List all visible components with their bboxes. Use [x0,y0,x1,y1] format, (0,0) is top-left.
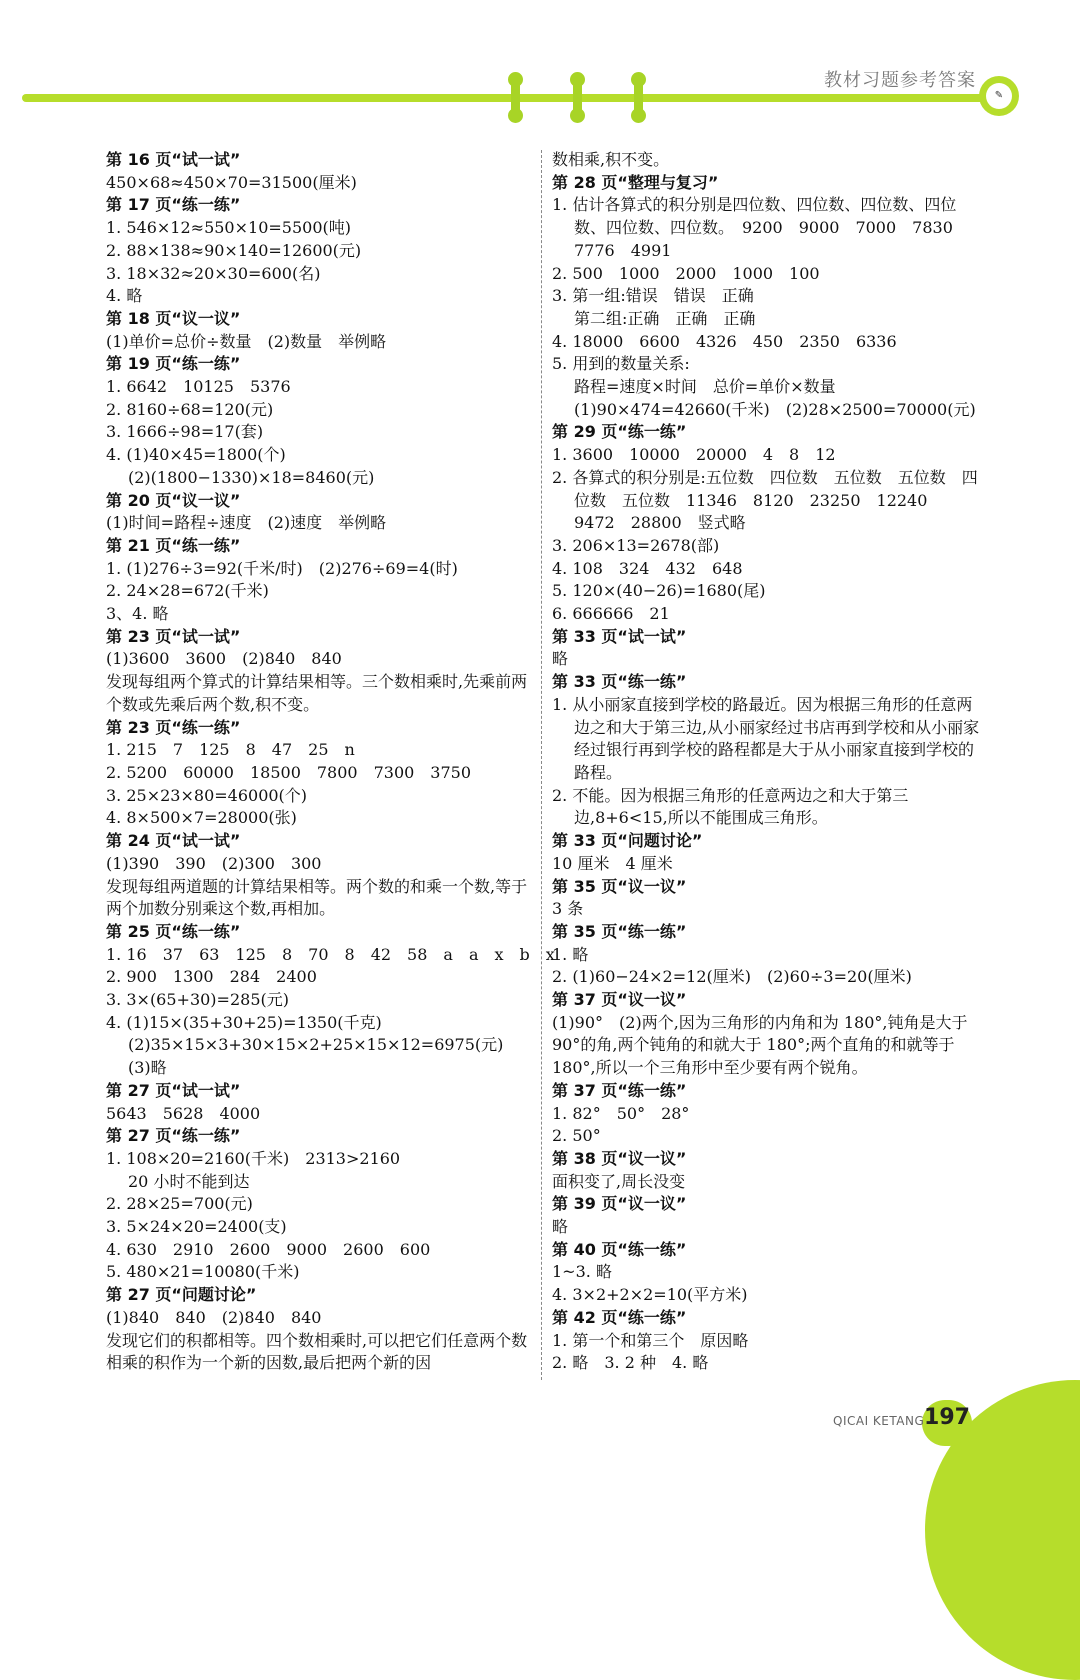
answer-subline: (2)35×15×3+30×15×2+25×15×12=6975(元) [128,1035,504,1055]
column-divider [541,150,542,1380]
answer-line: 5643 5628 4000 [106,1103,261,1123]
binder-knob [570,72,585,87]
section-heading: 第 39 页“议一议” [552,1194,687,1214]
answer-line: 2. 28×25=700(元) [106,1194,253,1214]
page-number: 197 [924,1405,970,1430]
section-heading: 第 21 页“练一练” [106,535,241,555]
answer-line: 3. 25×23×80=46000(个) [106,785,308,805]
answer-line: 1. 6642 10125 5376 [106,377,291,397]
answer-line: 3. 18×32≈20×30=600(名) [106,263,321,283]
answer-line: 2. 24×28=672(千米) [106,581,269,601]
binder-knob [508,108,523,123]
answer-subline: (3)略 [128,1058,167,1078]
answer-line: (1)840 840 (2)840 840 [106,1307,322,1327]
section-heading: 第 27 页“试一试” [106,1080,241,1100]
answer-line: 6. 666666 21 [552,604,670,624]
answer-line: 450×68≈450×70=31500(厘米) [106,172,357,192]
binder-knob [631,72,646,87]
answer-line: 1. (1)276÷3=92(千米/时) (2)276÷69=4(时) [106,558,458,578]
answer-line: 2. 88×138≈90×140=12600(元) [106,240,362,260]
section-heading: 第 25 页“练一练” [106,921,241,941]
section-heading: 第 33 页“练一练” [552,672,687,692]
section-title: 教材习题参考答案 [824,70,976,91]
answer-line: 4. 3×2+2×2=10(平方米) [552,1285,748,1305]
answer-subline: (2)(1800−1330)×18=8460(元) [128,467,375,487]
header-rule [22,94,997,102]
section-heading: 第 35 页“议一议” [552,876,687,896]
answer-subline: 第二组:正确 正确 正确 [574,308,756,328]
answer-line: 2. 500 1000 2000 1000 100 [552,263,820,283]
answer-item: 1. 从小丽家直接到学校的路最近。因为根据三角形的任意两边之和大于第三边,从小丽家经过书店再到学校和从小丽家经过银行再到学校的路程都是大于从小丽家直接到学校的路程。 [552,694,980,782]
answer-line: 1. 3600 10000 20000 4 8 12 [552,445,836,465]
answer-line: 1~3. 略 [552,1262,612,1282]
answer-line: 3. 3×(65+30)=285(元) [106,990,289,1010]
answer-line: 数相乘,积不变。 [552,150,670,169]
answer-subline: (1)90×474=42660(千米) (2)28×2500=70000(元) [574,399,976,419]
binder-knob [631,108,646,123]
section-heading: 第 16 页“试一试” [106,150,241,169]
answer-subline: 20 小时不能到达 [128,1171,250,1191]
answer-line: 4. (1)15×(35+30+25)=1350(千克) [106,1012,382,1032]
answer-line: (1)单价=总价÷数量 (2)数量 举例略 [106,331,387,351]
answer-line: 3. 第一组:错误 错误 正确 [552,286,754,306]
answer-line: (1)时间=路程÷速度 (2)速度 举例略 [106,513,387,533]
answer-line: 1. 546×12≈550×10=5500(吨) [106,218,351,238]
answers-left-column [106,149,555,1375]
section-heading: 第 18 页“议一议” [106,308,241,328]
answer-line: 略 [552,649,569,669]
section-heading: 第 35 页“练一练” [552,921,687,941]
answer-line: 1. 略 [552,944,589,964]
answer-item: 1. 估计各算式的积分别是四位数、四位数、四位数、四位数、四位数、四位数。 9200 9000 7000 7830 7776 4991 [552,195,969,260]
answer-line: 10 厘米 4 厘米 [552,853,673,873]
answer-paragraph: (1)90° (2)两个,因为三角形的内角和为 180°,钝角是大于 90°的角,两个钝角的和就大于 180°;两个直角的和就等于 180°,所以一个三角形中至少要有两个锐角。 [552,1012,968,1078]
section-heading: 第 24 页“试一试” [106,831,241,851]
answer-line: 3 条 [552,899,584,919]
section-heading: 第 23 页“试一试” [106,626,241,646]
section-heading: 第 28 页“整理与复习” [552,172,719,192]
binder-knob [508,72,523,87]
brand-label: QICAI KETANG [833,1414,925,1428]
answer-line: 2. (1)60−24×2=12(厘米) (2)60÷3=20(厘米) [552,967,912,987]
answer-line: 1. 215 7 125 8 47 25 n [106,740,355,760]
answers-right-column [552,149,980,1375]
answer-line: 5. 120×(40−26)=1680(尾) [552,581,766,601]
answer-line: 4. 108 324 432 648 [552,558,743,578]
answer-paragraph: 发现每组两个算式的计算结果相等。三个数相乘时,先乘前两个数或先乘后两个数,积不变。 [106,672,528,714]
section-heading: 第 33 页“问题讨论” [552,831,703,851]
answer-line: 面积变了,周长没变 [552,1171,686,1191]
answer-line: 1. 16 37 63 125 8 70 8 42 58 a a x b x [106,944,555,964]
answer-line: 2. 略 3. 2 种 4. 略 [552,1353,709,1373]
answer-line: 3. 1666÷98=17(套) [106,422,264,442]
section-heading: 第 20 页“议一议” [106,490,241,510]
answer-paragraph: 发现每组两道题的计算结果相等。两个数的和乘一个数,等于两个加数分别乘这个数,再相加。 [106,876,528,919]
answer-line: 1. 第一个和第三个 原因略 [552,1330,749,1350]
section-heading: 第 37 页“议一议” [552,990,687,1010]
answer-line: 5. 用到的数量关系: [552,354,690,374]
answer-line: 3、4. 略 [106,604,169,624]
answer-item: 2. 各算式的积分别是:五位数 四位数 五位数 五位数 四位数 五位数 11346 8120 23250 12240 9472 28800 竖式略 [552,467,978,533]
answer-line: 5. 480×21=10080(千米) [106,1262,300,1282]
answer-paragraph: 发现它们的积都相等。四个数相乘时,可以把它们任意两个数相乘的积作为一个新的因数,最后把两个新的因 [106,1330,528,1373]
section-heading: 第 17 页“练一练” [106,195,241,215]
section-heading: 第 33 页“试一试” [552,626,687,646]
answer-line: 4. (1)40×45=1800(个) [106,445,286,465]
answer-line: 4. 630 2910 2600 9000 2600 600 [106,1239,431,1259]
answer-line: 4. 8×500×7=28000(张) [106,808,297,828]
answer-line: 4. 18000 6600 4326 450 2350 6336 [552,331,897,351]
answer-subline: 路程=速度×时间 总价=单价×数量 [574,377,836,397]
section-heading: 第 40 页“练一练” [552,1239,687,1259]
section-heading: 第 23 页“练一练” [106,717,241,737]
answer-item: 2. 不能。因为根据三角形的任意两边之和大于第三边,8+6<15,所以不能围成三角形。 [552,785,909,828]
answer-line: (1)390 390 (2)300 300 [106,853,322,873]
answer-line: 2. 5200 60000 18500 7800 7300 3750 [106,762,472,782]
answer-line: 3. 5×24×20=2400(支) [106,1217,287,1237]
answer-line: 1. 108×20=2160(千米) 2313>2160 [106,1148,401,1168]
answer-line: 1. 82° 50° 28° [552,1103,690,1123]
section-heading: 第 37 页“练一练” [552,1080,687,1100]
answer-line: (1)3600 3600 (2)840 840 [106,649,342,669]
answer-line: 4. 略 [106,286,143,306]
reading-child-icon: ✎ [979,76,1019,116]
section-heading: 第 42 页“练一练” [552,1307,687,1327]
answer-line: 2. 50° [552,1126,601,1146]
answer-line: 略 [552,1217,569,1237]
section-heading: 第 38 页“议一议” [552,1148,687,1168]
answer-line: 3. 206×13=2678(部) [552,535,720,555]
binder-knob [570,108,585,123]
section-heading: 第 27 页“问题讨论” [106,1285,257,1305]
section-heading: 第 19 页“练一练” [106,354,241,374]
section-heading: 第 29 页“练一练” [552,422,687,442]
answer-line: 2. 900 1300 284 2400 [106,967,317,987]
answer-line: 2. 8160÷68=120(元) [106,399,274,419]
section-heading: 第 27 页“练一练” [106,1126,241,1146]
